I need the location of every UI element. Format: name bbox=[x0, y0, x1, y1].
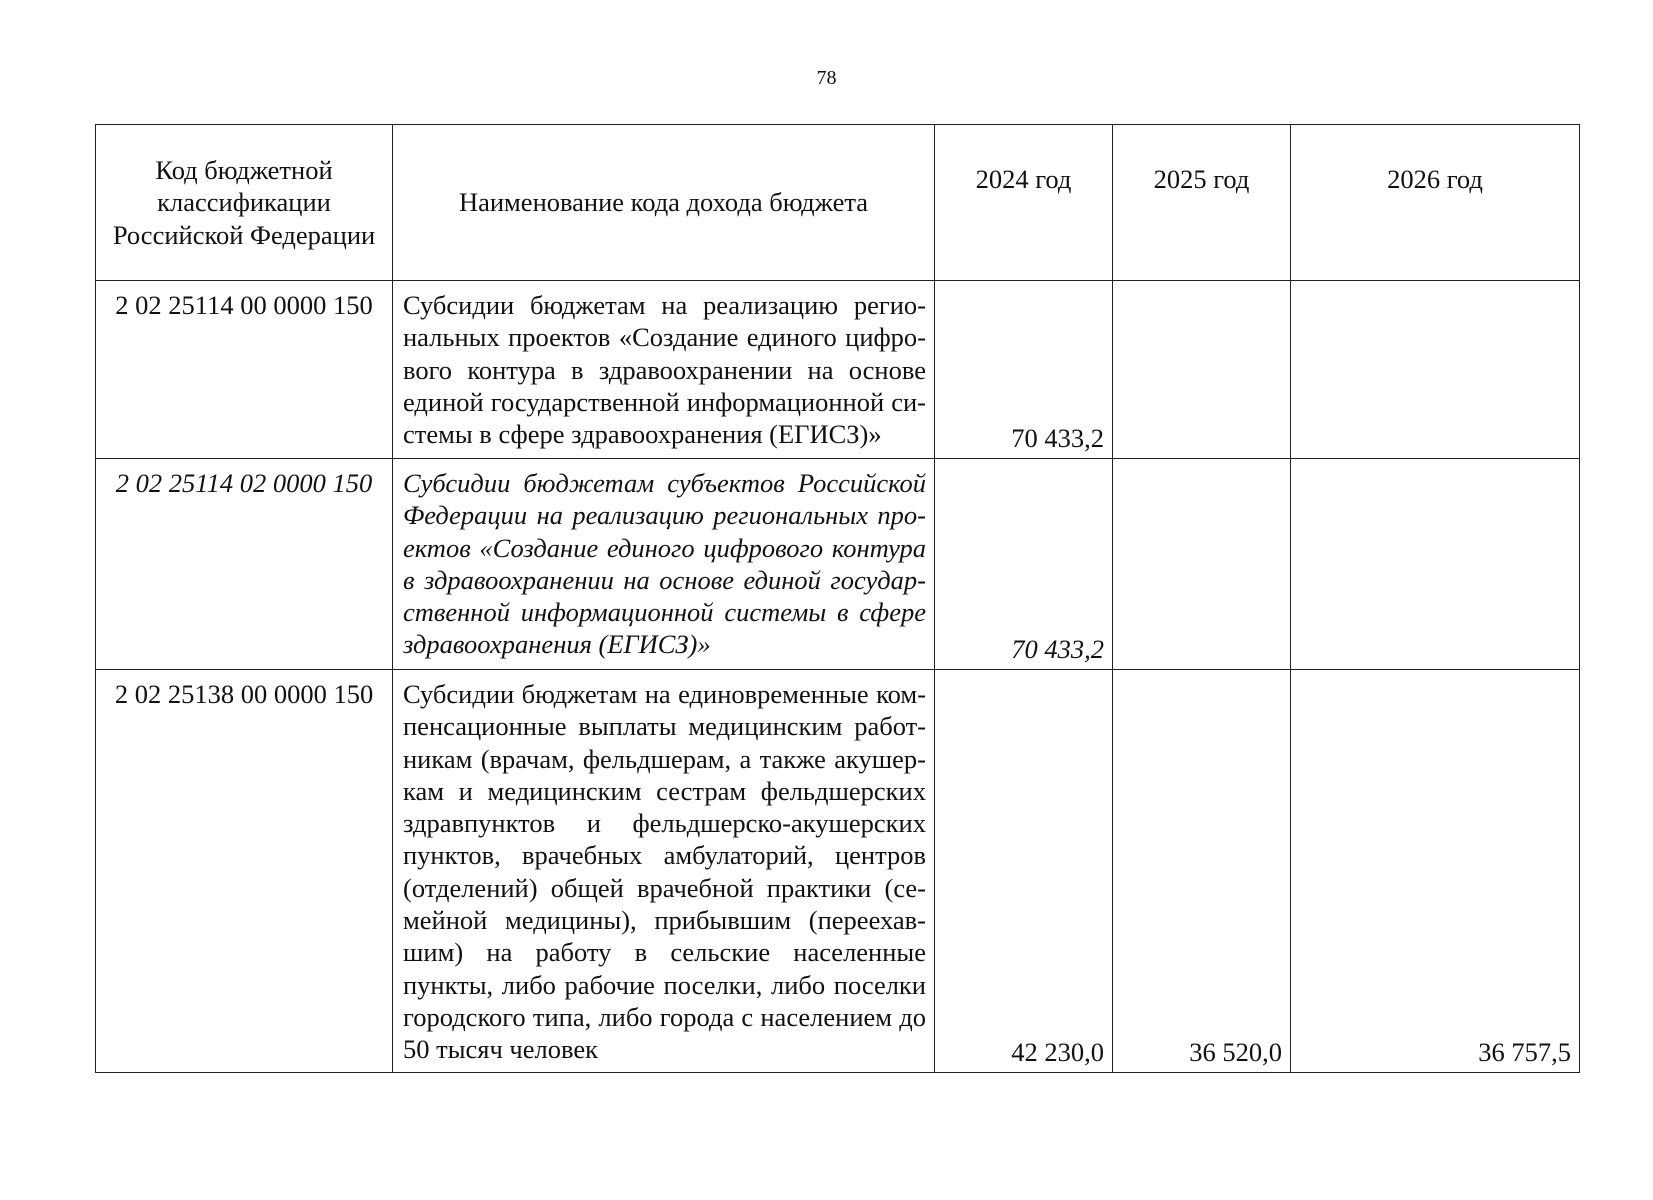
cell-amount-2025 bbox=[1113, 459, 1291, 670]
cell-amount-2024: 70 433,2 bbox=[935, 459, 1113, 670]
cell-amount-2026 bbox=[1291, 281, 1580, 459]
budget-revenue-table bbox=[95, 124, 1580, 1073]
header-year-2024: 2024 год bbox=[935, 125, 1113, 281]
page-number: 78 bbox=[816, 67, 837, 89]
cell-amount-2026 bbox=[1291, 459, 1580, 670]
header-year-2026: 2026 год bbox=[1291, 125, 1580, 281]
header-code: Код бюджетной классификации Российской Федерации bbox=[96, 125, 393, 281]
header-year-2025: 2025 год bbox=[1113, 125, 1291, 281]
cell-amount-2025 bbox=[1113, 281, 1291, 459]
cell-name: Субсидии бюджетам на единовременные компенсационные выплаты медицинским работникам (врачам, фельдшерам, а также акушеркам и медицинским сестрам фельдшерских здравпунктов и фельдшерско-акушерских пунктов, врачебных амбулаторий, центров (отделений) общей врачебной практики (семейной медицины), прибывшим (переехавшим) на работу в сельские населенные пункты, либо рабочие поселки, либо поселки городского типа, либо города с населением до 50 тысяч человек bbox=[393, 670, 935, 1073]
cell-amount-2024: 42 230,0 bbox=[935, 670, 1113, 1073]
cell-amount-2026: 36 757,5 bbox=[1291, 670, 1580, 1073]
table-row bbox=[96, 459, 1580, 670]
cell-code: 2 02 25114 00 0000 150 bbox=[96, 281, 393, 459]
table-row bbox=[96, 281, 1580, 459]
table-row bbox=[96, 670, 1580, 1073]
cell-amount-2025: 36 520,0 bbox=[1113, 670, 1291, 1073]
cell-code: 2 02 25114 02 0000 150 bbox=[96, 459, 393, 670]
cell-name: Субсидии бюджетам на реализацию региональных проектов «Создание единого цифрового контура в здравоохранении на основе единой государственной информационной системы в сфере здравоохранения (ЕГИСЗ)» bbox=[393, 281, 935, 459]
table-header-row bbox=[96, 125, 1580, 281]
cell-name: Субсидии бюджетам субъектов Российской Федерации на реализацию региональных проектов «Создание единого цифрового контура в здравоохранении на основе единой государственной информационной системы в сфере здравоохранения (ЕГИСЗ)» bbox=[393, 459, 935, 670]
cell-amount-2024: 70 433,2 bbox=[935, 281, 1113, 459]
header-name: Наименование кода дохода бюджета bbox=[393, 125, 935, 281]
cell-code: 2 02 25138 00 0000 150 bbox=[96, 670, 393, 1073]
